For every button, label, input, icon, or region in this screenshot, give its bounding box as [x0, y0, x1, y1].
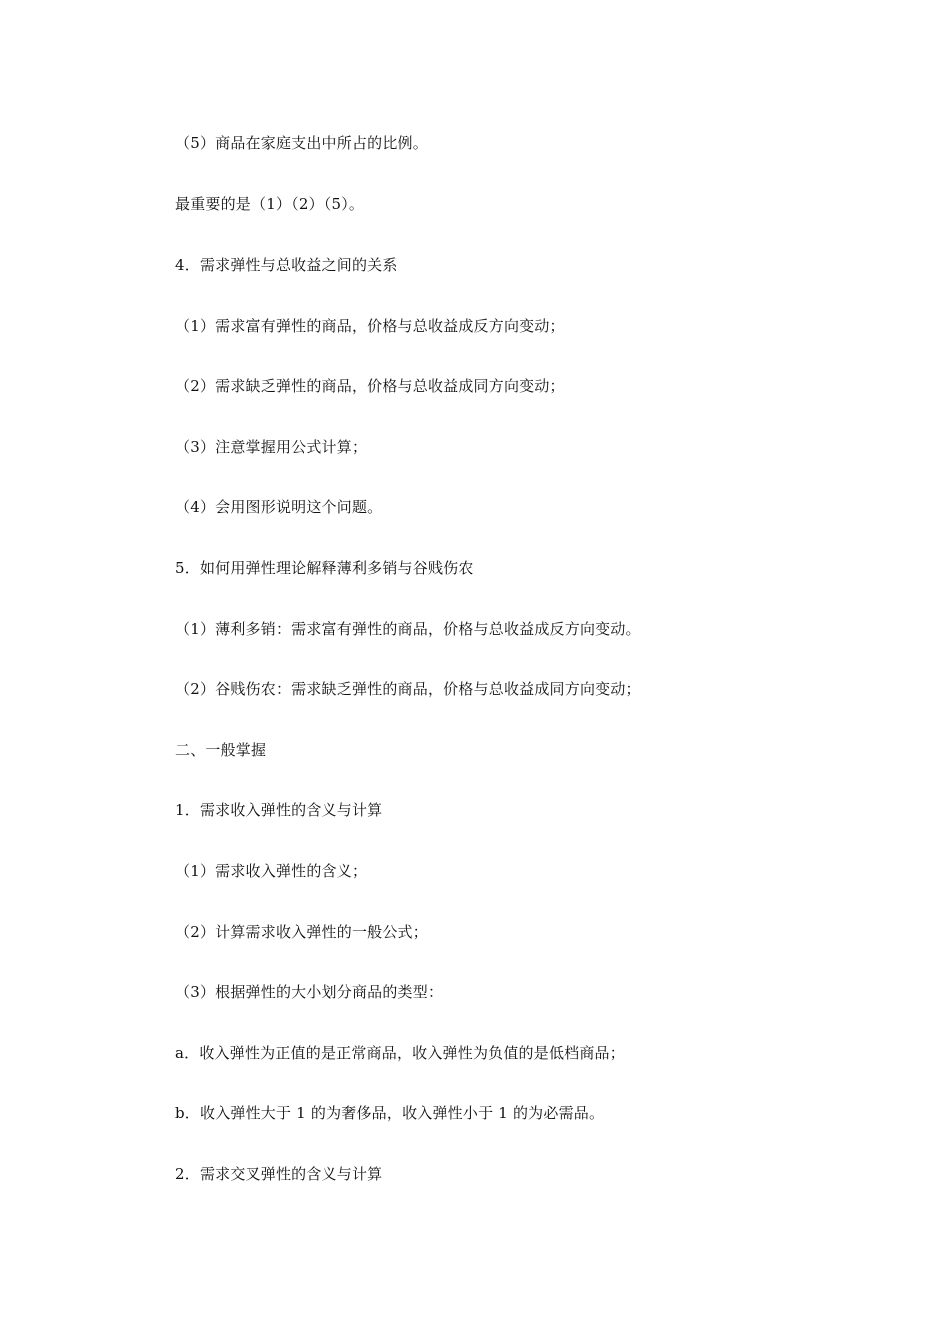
text-line: （1）需求富有弹性的商品，价格与总收益成反方向变动； — [175, 317, 565, 335]
section-heading: 1．需求收入弹性的含义与计算 — [175, 801, 383, 819]
text-line: （2）需求缺乏弹性的商品，价格与总收益成同方向变动； — [175, 377, 565, 395]
text-line: （5）商品在家庭支出中所占的比例。 — [175, 134, 428, 152]
text-line: （3）根据弹性的大小划分商品的类型： — [175, 983, 444, 1001]
text-line: （2）谷贱伤农：需求缺乏弹性的商品，价格与总收益成同方向变动； — [175, 680, 641, 698]
text-line: （4）会用图形说明这个问题。 — [175, 498, 383, 516]
section-heading: 2．需求交叉弹性的含义与计算 — [175, 1165, 383, 1183]
text-line: 最重要的是（1）（2）（5）。 — [175, 195, 365, 213]
text-line: a．收入弹性为正值的是正常商品，收入弹性为负值的是低档商品； — [175, 1044, 625, 1062]
text-line: b．收入弹性大于 1 的为奢侈品，收入弹性小于 1 的为必需品。 — [175, 1104, 605, 1122]
section-heading: 4．需求弹性与总收益之间的关系 — [175, 256, 398, 274]
text-line: （1）薄利多销：需求富有弹性的商品，价格与总收益成反方向变动。 — [175, 620, 641, 638]
text-line: （1）需求收入弹性的含义； — [175, 862, 368, 880]
text-line: （2）计算需求收入弹性的一般公式； — [175, 923, 428, 941]
chapter-heading: 二、一般掌握 — [175, 741, 267, 759]
text-line: （3）注意掌握用公式计算； — [175, 438, 368, 456]
section-heading: 5．如何用弹性理论解释薄利多销与谷贱伤农 — [175, 559, 474, 577]
